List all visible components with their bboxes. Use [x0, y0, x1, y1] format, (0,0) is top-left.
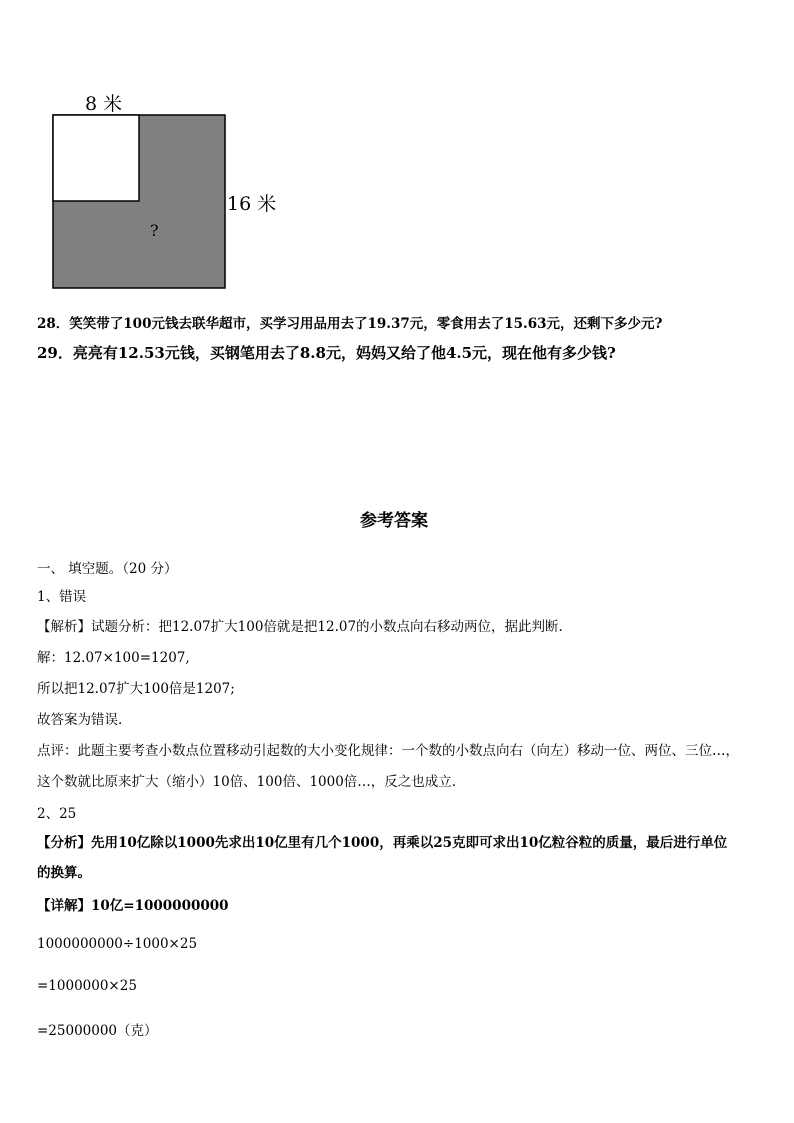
answers-title: 参考答案 [360, 511, 428, 531]
answer-line: 1000000000÷1000×25 [37, 936, 198, 952]
figure-side-label: 16 米 [227, 193, 277, 215]
answer-line: 这个数就比原来扩大（缩小）10倍、100倍、1000倍…，反之也成立. [37, 774, 457, 790]
answer-line: 【详解】10亿=1000000000 [37, 898, 229, 914]
answer-line: 1、错误 [37, 589, 87, 605]
figure-question-mark: ? [150, 221, 159, 240]
answer-line: 点评：此题主要考查小数点位置移动引起数的大小变化规律：一个数的小数点向右（向左）移动一位、两位、三位…， [37, 743, 739, 759]
figure-top-label: 8 米 [85, 93, 123, 115]
answer-line: 【分析】先用10亿除以1000先求出10亿里有几个1000，再乘以25克即可求出10亿粒谷粒的质量，最后进行单位 [37, 835, 728, 851]
answer-line: 解：12.07×100=1207, [37, 650, 190, 666]
question-28: 28．笑笑带了100元钱去联华超市，买学习用品用去了19.37元，零食用去了15.63元，还剩下多少元? [37, 316, 663, 332]
answer-line: 的换算。 [37, 865, 91, 881]
question-29: 29．亮亮有12.53元钱，买钢笔用去了8.8元，妈妈又给了他4.5元，现在他有多少钱? [37, 344, 616, 362]
answer-line: =25000000（克） [37, 1023, 158, 1039]
answer-line: 2、25 [37, 806, 77, 822]
square-figure [52, 114, 227, 290]
answer-line: =1000000×25 [37, 978, 137, 994]
answer-line: 所以把12.07扩大100倍是1207; [37, 681, 235, 697]
answer-line: 【解析】试题分析：把12.07扩大100倍就是把12.07的小数点向右移动两位，据此判断. [37, 619, 563, 635]
answer-line: 故答案为错误. [37, 712, 123, 728]
cut-out-square [53, 115, 139, 201]
section-heading: 一、 填空题。（20 分） [37, 561, 178, 577]
